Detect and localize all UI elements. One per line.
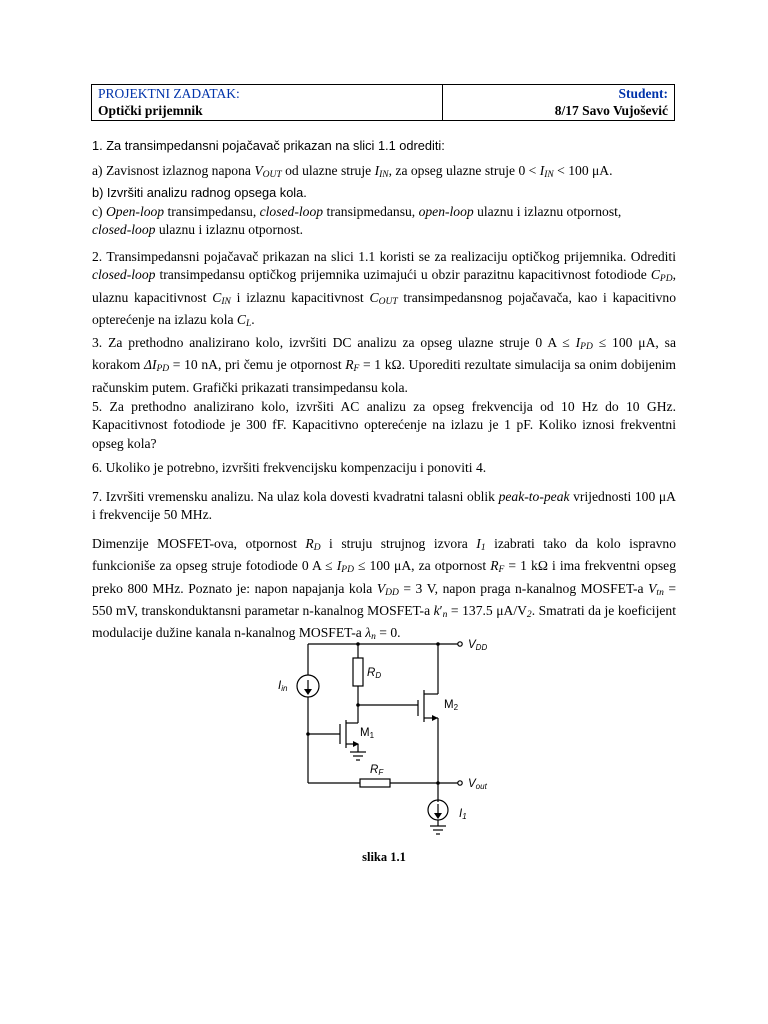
dimensions-paragraph: Dimenzije MOSFET-ova, otpornost $R_D$ i struju strujnog izvora $I_1$ izabrati tako da kolo ispravno funkcioniše za opseg struje fotodiode 0 $A \le I_{PD} \le 100$ μA, za otpornost $R_F = 1$ kΩ i ima frekventni opseg preko 800 MHz. Poznato je: napon napajanja kola $V_{DD} = 3$ V, napon praga n-kanalnog MOSFET-a $V_{tn} = 550$ mV, transkonduktansni parametar n-kanalnog MOSFET-a $k'_n = 137.5$ $\mu A/V_2$. Smatrati da je koeficijent modulacije dužine kanala n-kanalnog MOSFET-a $\lambda_n = 0$. — [92, 536, 677, 643]
project-task-colon: : — [236, 86, 240, 101]
header-left-cell — [92, 85, 443, 121]
task-5: 5. Za prethodno analizirano kolo, izvršiti AC analizu za opseg frekvencija od 10 Hz do 10 GHz. Kapacitivnost fotodiode je 300 fF. Kapacitivno opterećenje na izlazu je 1 pF. Koliko iznosi frekventni opseg kola? — [92, 399, 676, 451]
header-right-cell — [443, 85, 675, 121]
rf-label: RF — [370, 764, 384, 777]
task-6: 6. Ukoliko je potrebno, izvršiti frekvencijsku kompenzaciju i ponoviti 4. — [92, 460, 487, 475]
task-1-c: c) Open-loop transimpedansu, closed-loop transipmedansu, open-loop ulaznu i izlaznu otpornost, closed-loop ulaznu i izlaznu otpornost. — [92, 203, 622, 237]
vout-terminal — [458, 781, 462, 785]
rf-resistor — [360, 779, 390, 787]
task-1-intro: 1. Za transimpedansni pojačavač prikazan na slici 1.1 odrediti: — [92, 138, 445, 153]
student-name: 8/17 Savo Vujošević — [554, 103, 668, 118]
task-1-a: a) Zavisnost izlaznog napona $V_{OUT}$ od ulazne struje $I_{IN}$, za opseg ulazne struje $0 < I_{IN} < 100$ μA. — [92, 163, 613, 180]
task-2: 2. Transimpedansni pojačavač prikazan na slici 1.1 koristi se za realizaciju optičkog prijemnika. Odrediti closed-loop transimpedansu optičkog prijemnika uzimajući u obzir parazitnu kapacitivnost fotodiode $C_{PD}$, ulaznu kapacitivnost $C_{IN}$ i izlaznu kapacitivnost $C_{OUT}$ transimpedansnog pojačavača, kao i kapacitivno opterećenje na izlazu kola $C_L$. — [92, 249, 677, 329]
student-label: Student: — [618, 86, 668, 101]
vdd-label: VDD — [468, 639, 488, 652]
project-title: Optički prijemnik — [98, 103, 203, 118]
task-1-b: b) Izvršiti analizu radnog opsega kola. — [92, 185, 307, 201]
circuit-schematic — [270, 630, 500, 835]
task-3: 3. Za prethodno analizirano kolo, izvršiti DC analizu za opseg ulazne struje 0 $A \le I_{PD} \le 100$ μA, sa korakom $\Delta I_{PD} = 10$ nA, pri čemu je otpornost $R_F = 1$ kΩ. Uporediti rezultate simulacija sa onim dobijenim računskim putem. Grafički prikazati transimpedansu kola. — [92, 335, 676, 395]
task-1-items — [92, 162, 676, 239]
project-task-label: PROJEKTNI ZADATAK — [98, 86, 237, 101]
m2-label: M2 — [444, 699, 459, 712]
task-7: 7. Izvršiti vremensku analizu. Na ulaz kola dovesti kvadratni talasni oblik peak-to-peak vrijednosti 100 μA i frekvencije 50 MHz. — [92, 489, 676, 523]
i1-label: I1 — [459, 808, 467, 821]
rd-label: RD — [367, 667, 382, 680]
iin-label: Iin — [278, 680, 288, 693]
vout-label: Vout — [468, 778, 487, 791]
vdd-terminal — [458, 642, 462, 646]
rd-resistor — [353, 658, 363, 686]
task-1 — [92, 137, 676, 155]
figure-caption: slika 1.1 — [362, 850, 406, 864]
m1-label: M1 — [360, 727, 375, 740]
header-table — [91, 84, 675, 121]
